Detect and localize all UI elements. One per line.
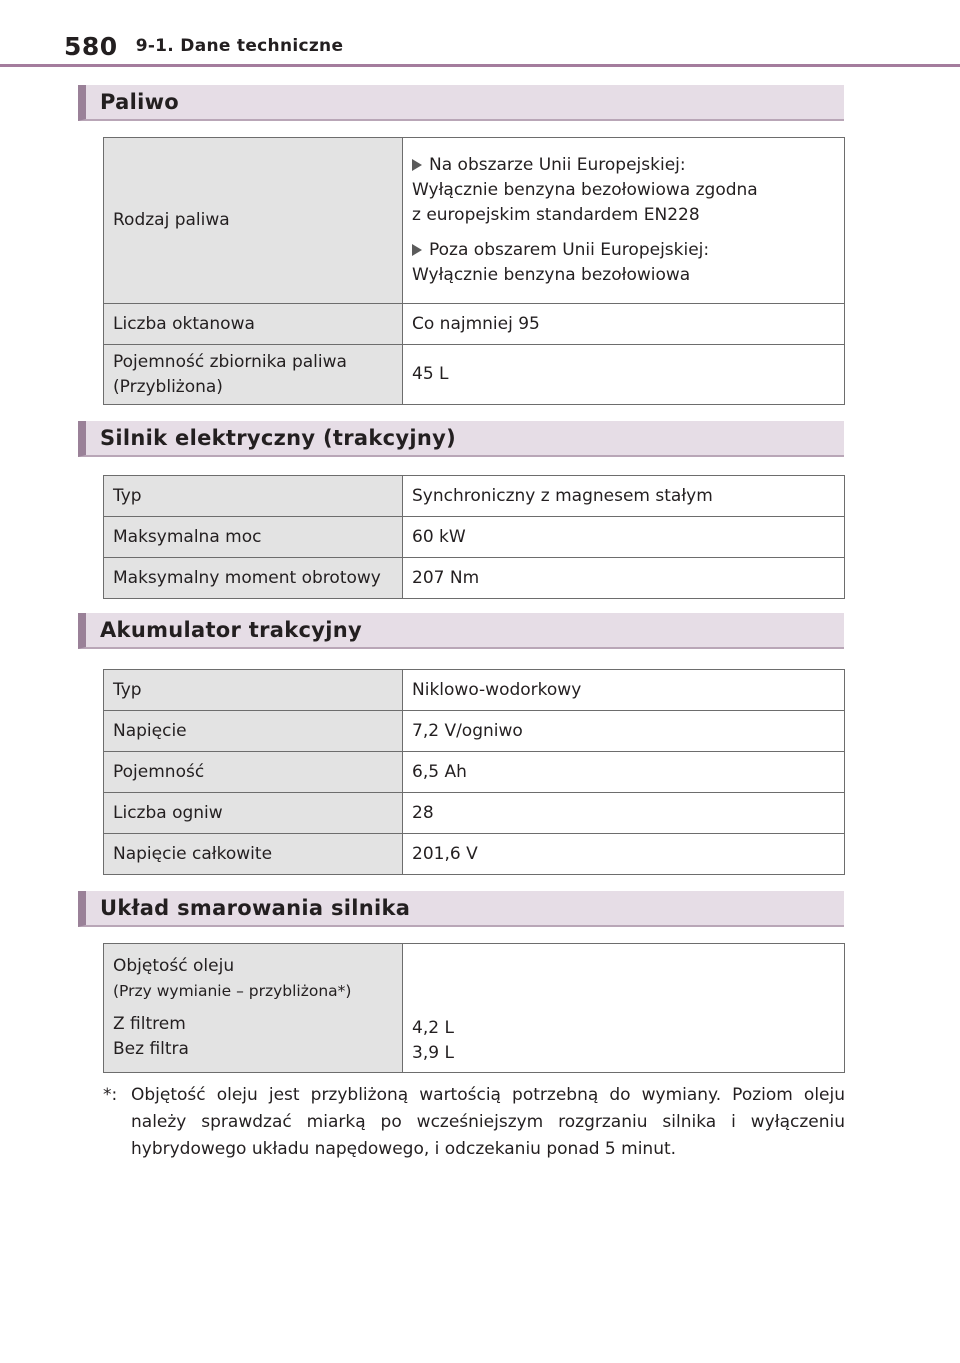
lubrication-spec-table <box>103 943 845 1073</box>
table-row <box>104 944 845 1073</box>
row-value: 201,6 V <box>403 834 845 875</box>
bullet-head: Poza obszarem Unii Europejskiej: <box>429 240 710 260</box>
sub-label: Bez filtra <box>113 1039 189 1059</box>
bullet-group <box>412 238 835 288</box>
row-label: Maksymalny moment obrotowy <box>104 558 403 599</box>
table-row <box>104 558 845 599</box>
triangle-bullet-icon <box>412 159 422 171</box>
sub-label: Z filtrem <box>113 1014 186 1034</box>
section-title-fuel: Paliwo <box>78 85 844 121</box>
row-label: Typ <box>104 670 403 711</box>
header-divider <box>0 64 960 67</box>
table-row <box>104 670 845 711</box>
row-label <box>104 944 403 1073</box>
row-label: Maksymalna moc <box>104 517 403 558</box>
value-line: 3,9 L <box>412 1043 454 1063</box>
row-value <box>403 944 845 1073</box>
table-row <box>104 304 845 345</box>
footnote-text: Objętość oleju jest przybliżoną wartością potrzebną do wymiany. Poziom oleju należy sprawdzać miarką po wcześniejszym rozgrzaniu silnika i wyłączeniu hybrydowego układu napędowego, i odczekaniu ponad 5 minut. <box>131 1085 845 1159</box>
row-value <box>403 138 845 304</box>
bullet-line: Wyłącznie benzyna bezołowiowa <box>412 265 691 285</box>
row-label: Rodzaj paliwa <box>104 138 403 304</box>
label-line: (Przybliżona) <box>113 376 223 397</box>
row-label: Typ <box>104 476 403 517</box>
page-number: 580 <box>64 31 118 61</box>
bullet-line: z europejskim standardem EN228 <box>412 205 700 225</box>
row-label: Napięcie całkowite <box>104 834 403 875</box>
table-row <box>104 834 845 875</box>
row-value: 60 kW <box>403 517 845 558</box>
row-value: Co najmniej 95 <box>403 304 845 345</box>
page-header <box>64 30 343 62</box>
label-line: Objętość oleju <box>113 956 235 976</box>
table-row <box>104 793 845 834</box>
section-title-lubrication: Układ smarowania silnika <box>78 891 844 927</box>
label-line: (Przy wymianie – przybliżona*) <box>113 982 352 1000</box>
row-label <box>104 345 403 405</box>
row-value: 45 L <box>403 345 845 405</box>
triangle-bullet-icon <box>412 244 422 256</box>
row-value: 207 Nm <box>403 558 845 599</box>
row-label: Liczba oktanowa <box>104 304 403 345</box>
chapter-title: 9-1. Dane techniczne <box>135 36 344 56</box>
table-row <box>104 138 845 304</box>
row-value: 28 <box>403 793 845 834</box>
section-title-motor: Silnik elektryczny (trakcyjny) <box>78 421 844 457</box>
table-row <box>104 752 845 793</box>
footnote <box>103 1082 845 1163</box>
row-value: 6,5 Ah <box>403 752 845 793</box>
table-row <box>104 711 845 752</box>
table-row <box>104 517 845 558</box>
bullet-group <box>412 153 835 228</box>
battery-spec-table <box>103 669 845 875</box>
row-value: Synchroniczny z magnesem stałym <box>403 476 845 517</box>
section-title-battery: Akumulator trakcyjny <box>78 613 844 649</box>
fuel-spec-table <box>103 137 845 405</box>
motor-spec-table <box>103 475 845 599</box>
table-row <box>104 476 845 517</box>
label-line: Pojemność zbiornika paliwa <box>113 351 347 372</box>
bullet-line: Wyłącznie benzyna bezołowiowa zgodna <box>412 180 758 200</box>
bullet-head: Na obszarze Unii Europejskiej: <box>429 155 686 175</box>
row-label: Liczba ogniw <box>104 793 403 834</box>
table-row <box>104 345 845 405</box>
row-label: Napięcie <box>104 711 403 752</box>
row-value: 7,2 V/ogniwo <box>403 711 845 752</box>
value-line: 4,2 L <box>412 1018 454 1038</box>
footnote-mark: *: <box>103 1085 118 1105</box>
row-label: Pojemność <box>104 752 403 793</box>
row-value: Niklowo-wodorkowy <box>403 670 845 711</box>
